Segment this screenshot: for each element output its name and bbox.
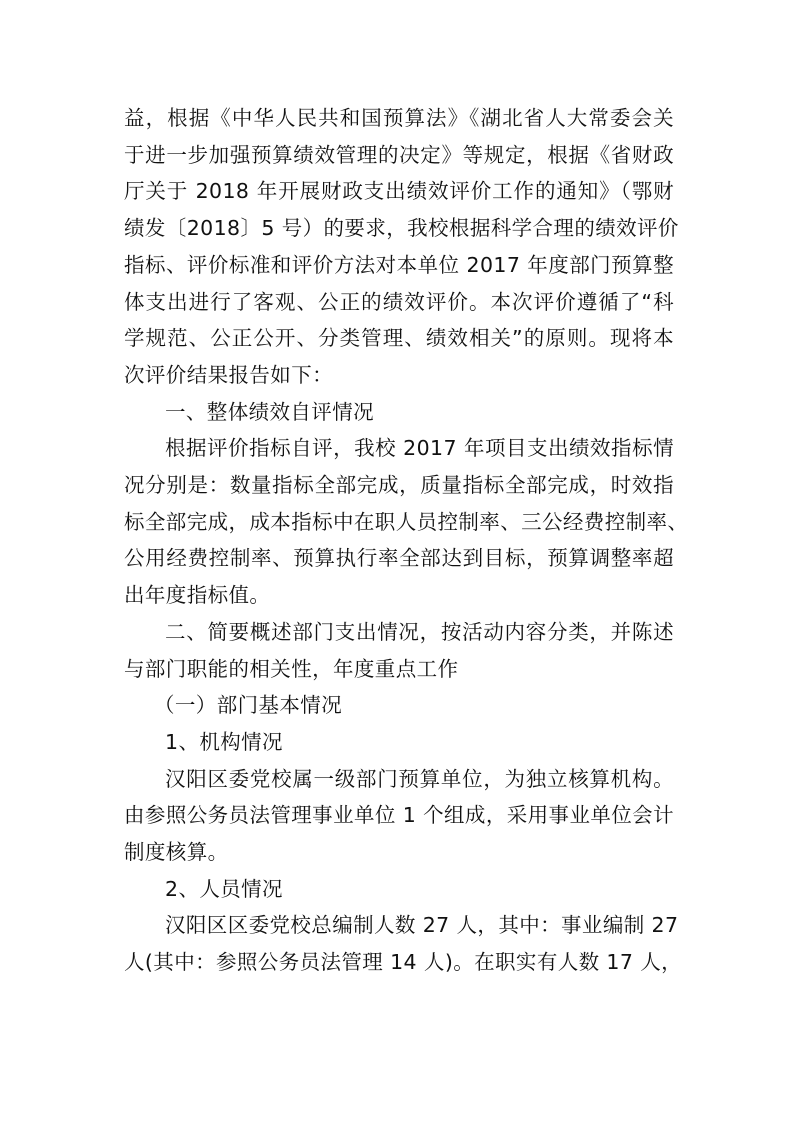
text-line: 公用经费控制率、预算执行率全部达到目标，预算调整率超 — [124, 546, 674, 571]
text-line: 一、整体绩效自评情况 — [165, 399, 374, 424]
text-line: （一）部门基本情况 — [154, 693, 343, 718]
text-line: 学规范、公正公开、分类管理、绩效相关”的原则。现将本 — [124, 326, 674, 351]
text-line: 况分别是：数量指标全部完成，质量指标全部完成，时效指 — [124, 473, 674, 498]
text-line: 益，根据《中华人民共和国预算法》《湖北省人大常委会关 — [124, 106, 674, 130]
text-line: 绩发〔2018〕5 号）的要求，我校根据科学合理的绩效评价 — [124, 216, 679, 241]
text-line: 二、简要概述部门支出情况，按活动内容分类，并陈述 — [165, 619, 674, 644]
paragraph-organization — [124, 761, 674, 871]
text-line: 标全部完成，成本指标中在职人员控制率、三公经费控制率、 — [124, 509, 689, 534]
section-heading-overall — [124, 394, 674, 431]
text-line: 汉阳区委党校属一级部门预算单位，为独立核算机构。 — [165, 766, 674, 791]
section-heading-expenditure — [124, 614, 674, 687]
paragraph-self-evaluation — [124, 430, 689, 614]
text-line: 出年度指标值。 — [124, 583, 271, 608]
paragraph-staff — [124, 907, 683, 980]
text-line: 2、人员情况 — [165, 876, 283, 901]
paragraph-intro — [124, 100, 679, 394]
text-line: 与部门职能的相关性，年度重点工作 — [124, 656, 459, 681]
text-line: 次评价结果报告如下： — [124, 362, 333, 387]
document-body — [124, 100, 689, 981]
item-heading-organization — [124, 724, 674, 761]
text-line: 厅关于 2018 年开展财政支出绩效评价工作的通知》（鄂财 — [124, 179, 674, 204]
text-line: 体支出进行了客观、公正的绩效评价。本次评价遵循了“科 — [124, 289, 674, 314]
text-line: 人(其中：参照公务员法管理 14 人)。在职实有人数 17 人， — [124, 950, 683, 975]
text-line: 由参照公务员法管理事业单位 1 个组成，采用事业单位会计 — [124, 803, 674, 828]
subsection-heading-basic-info — [124, 687, 674, 724]
text-line: 于进一步加强预算绩效管理的决定》等规定，根据《省财政 — [124, 142, 674, 167]
text-line: 制度核算。 — [124, 840, 229, 865]
item-heading-staff — [124, 871, 674, 908]
text-line: 指标、评价标准和评价方法对本单位 2017 年度部门预算整 — [124, 252, 674, 277]
text-line: 根据评价指标自评，我校 2017 年项目支出绩效指标情 — [165, 436, 674, 461]
text-line: 汉阳区区委党校总编制人数 27 人，其中：事业编制 27 — [165, 913, 679, 938]
text-line: 1、机构情况 — [165, 729, 283, 754]
